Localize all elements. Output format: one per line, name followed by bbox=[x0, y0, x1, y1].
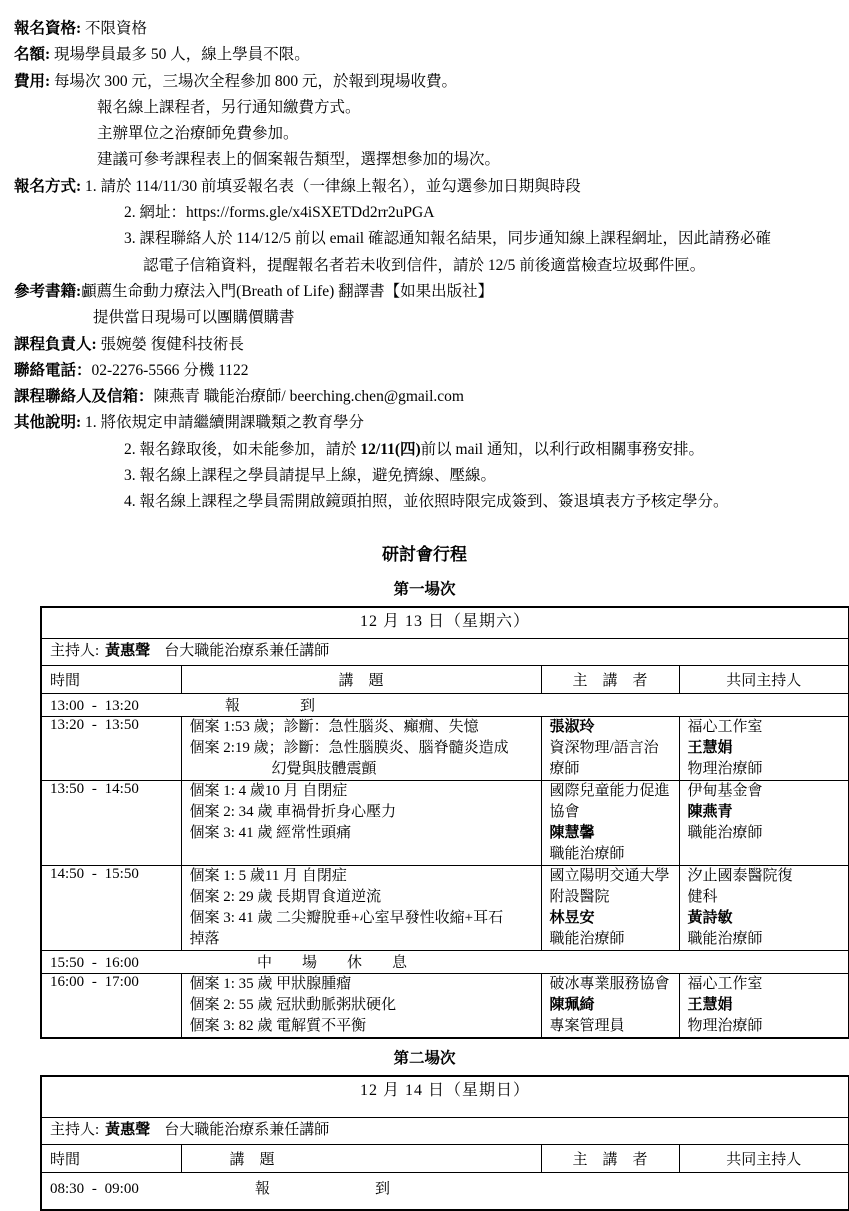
info-line-fee: 費用: 每場次 300 元，三場次全程參加 800 元，於報到現場收費。 bbox=[14, 72, 458, 90]
topic-cell: 個案 1: 4 歲10 月 自閉症 個案 2: 34 歲 車禍骨折身心壓力 個案 3: 41 歲 經常性頭痛 bbox=[181, 780, 541, 865]
host-label: 主持人: bbox=[50, 1121, 100, 1138]
host-name: 黃惠聲 bbox=[105, 1121, 151, 1138]
cohost-cell: 汐止國泰醫院復 健科 黃詩敏 職能治療師 bbox=[679, 865, 849, 950]
session1-checkin-row bbox=[41, 693, 849, 716]
time-cell: 13:50 - 14:50 bbox=[41, 780, 181, 865]
speaker-cell: 張淑玲 資深物理/語言治 療師 bbox=[541, 716, 679, 780]
info-line-fee-host-therapist-note: 主辦單位之治療師免費參加。 bbox=[97, 125, 299, 143]
case-row bbox=[41, 973, 849, 1038]
session1-host bbox=[41, 638, 849, 665]
col-header-topic: 講 題 bbox=[181, 665, 541, 693]
col-header-time: 時間 bbox=[41, 1144, 181, 1172]
registration-info-block bbox=[0, 0, 849, 516]
info-line-registration-eligibility: 報名資格: 不限資格 bbox=[14, 20, 148, 37]
session1-heading: 第一場次 bbox=[393, 580, 456, 598]
session1-table bbox=[40, 606, 849, 1039]
cohost-cell: 福心工作室 王慧娟 物理治療師 bbox=[679, 716, 849, 780]
info-line-course-director: 課程負責人: 張婉嫈 復健科技術長 bbox=[14, 335, 244, 353]
session2-header-row bbox=[41, 1144, 849, 1172]
cohost-cell: 伊甸基金會 陳燕青 職能治療師 bbox=[679, 780, 849, 865]
info-line-registration-method-1: 報名方式: 1. 請於 114/11/30 前填妥報名表（一律線上報名），並勾選參加日期與時段 bbox=[14, 177, 581, 195]
speaker-cell: 破冰專業服務協會 陳珮綺 專案管理員 bbox=[541, 973, 679, 1038]
break-label: 中 場 休 息 bbox=[257, 954, 408, 971]
topic-cell: 個案 1:53 歲；診斷：急性腦炎、癲癇、失憶 個案 2:19 歲；診斷：急性腦膜炎、腦脊髓炎造成 幻覺與肢體震顫 bbox=[181, 716, 541, 780]
case-row bbox=[41, 716, 849, 780]
host-name: 黃惠聲 bbox=[105, 642, 151, 659]
session2-checkin-row bbox=[41, 1172, 849, 1210]
case-row bbox=[41, 865, 849, 950]
info-line-reference-book: 參考書籍:顱薦生命動力療法入門(Breath of Life) 翻譯書【如果出版社】 bbox=[14, 282, 494, 300]
host-title: 台大職能治療系兼任講師 bbox=[164, 1121, 330, 1138]
info-line-registration-method-3-cont: 認電子信箱資料，提醒報名者若未收到信件，請於 12/5 前後適當檢查垃圾郵件匣。 bbox=[143, 256, 706, 274]
time-cell: 16:00 - 17:00 bbox=[41, 973, 181, 1038]
host-title: 台大職能治療系兼任講師 bbox=[164, 642, 330, 659]
info-line-other-notes-1: 其他說明: 1. 將依規定申請繼續開課職類之教育學分 bbox=[14, 414, 365, 432]
info-line-quota: 名額: 現場學員最多 50 人，線上學員不限。 bbox=[14, 46, 310, 64]
checkin-label: 報 到 bbox=[255, 1180, 391, 1197]
info-line-course-contact-email: 課程聯絡人及信箱：陳燕青 職能治療師/ beerching.chen@gmail.com bbox=[14, 388, 464, 406]
checkin-time: 08:30 - 09:00 bbox=[50, 1180, 139, 1197]
session1-host-row bbox=[41, 638, 849, 665]
case-row bbox=[41, 780, 849, 865]
schedule-heading: 研討會行程 bbox=[382, 544, 467, 564]
session1-header-row bbox=[41, 665, 849, 693]
session2-date-row bbox=[41, 1076, 849, 1118]
info-line-fee-session-suggestion: 建議可參考課程表上的個案報告類型，選擇想參加的場次。 bbox=[97, 151, 501, 169]
topic-cell: 個案 1: 5 歲11 月 自閉症 個案 2: 29 歲 長期胃食道逆流 個案 3: 41 歲 二尖瓣脫垂+心室早發性收縮+耳石 掉落 bbox=[181, 865, 541, 950]
col-header-speaker: 主 講 者 bbox=[541, 1144, 679, 1172]
session2-date: 12 月 14 日（星期日） bbox=[41, 1076, 849, 1118]
checkin-label: 報 到 bbox=[225, 697, 316, 714]
session2-heading: 第二場次 bbox=[393, 1049, 456, 1067]
session2-table bbox=[40, 1075, 849, 1211]
info-line-other-notes-4: 4. 報名線上課程之學員需開啟鏡頭拍照，並依照時限完成簽到、簽退填表方予核定學分。 bbox=[124, 493, 729, 511]
time-cell: 14:50 - 15:50 bbox=[41, 865, 181, 950]
col-header-time: 時間 bbox=[41, 665, 181, 693]
speaker-cell: 國立陽明交通大學 附設醫院 林昱安 職能治療師 bbox=[541, 865, 679, 950]
info-line-fee-online-note: 報名線上課程者，另行通知繳費方式。 bbox=[97, 98, 361, 116]
cohost-cell: 福心工作室 王慧娟 物理治療師 bbox=[679, 973, 849, 1038]
host-label: 主持人: bbox=[50, 642, 100, 659]
session1-break-row bbox=[41, 950, 849, 973]
info-line-other-notes-2: 2. 報名錄取後，如未能參加，請於 12/11(四)前以 mail 通知，以利行政相關事務安排。 bbox=[124, 440, 704, 458]
time-cell: 13:20 - 13:50 bbox=[41, 716, 181, 780]
col-header-topic: 講 題 bbox=[181, 1144, 541, 1172]
info-line-registration-method-2-url: 2. 網址：https://forms.gle/x4iSXETDd2rr2uPGA bbox=[124, 204, 435, 222]
topic-cell: 個案 1: 35 歲 甲狀腺腫瘤 個案 2: 55 歲 冠狀動脈粥狀硬化 個案 3: 82 歲 電解質不平衡 bbox=[181, 973, 541, 1038]
checkin-time: 13:00 - 13:20 bbox=[50, 697, 139, 714]
col-header-cohost: 共同主持人 bbox=[679, 1144, 849, 1172]
session1-date: 12 月 13 日（星期六） bbox=[41, 607, 849, 639]
info-line-other-notes-3: 3. 報名線上課程之學員請提早上線，避免擠線、壓線。 bbox=[124, 467, 497, 485]
session2-host-row bbox=[41, 1117, 849, 1144]
info-line-reference-book-group-buy: 提供當日現場可以團購價購書 bbox=[93, 309, 295, 327]
break-time: 15:50 - 16:00 bbox=[50, 954, 139, 971]
col-header-cohost: 共同主持人 bbox=[679, 665, 849, 693]
info-line-contact-phone: 聯絡電話：02-2276-5566 分機 1122 bbox=[14, 361, 249, 379]
session2-host bbox=[41, 1117, 849, 1144]
info-line-registration-method-3-email: 3. 課程聯絡人於 114/12/5 前以 email 確認通知報名結果，同步通知線上課程網址，因此請務必確 bbox=[124, 230, 771, 248]
session1-date-row bbox=[41, 607, 849, 639]
speaker-cell: 國際兒童能力促進 協會 陳慧馨 職能治療師 bbox=[541, 780, 679, 865]
col-header-speaker: 主 講 者 bbox=[541, 665, 679, 693]
